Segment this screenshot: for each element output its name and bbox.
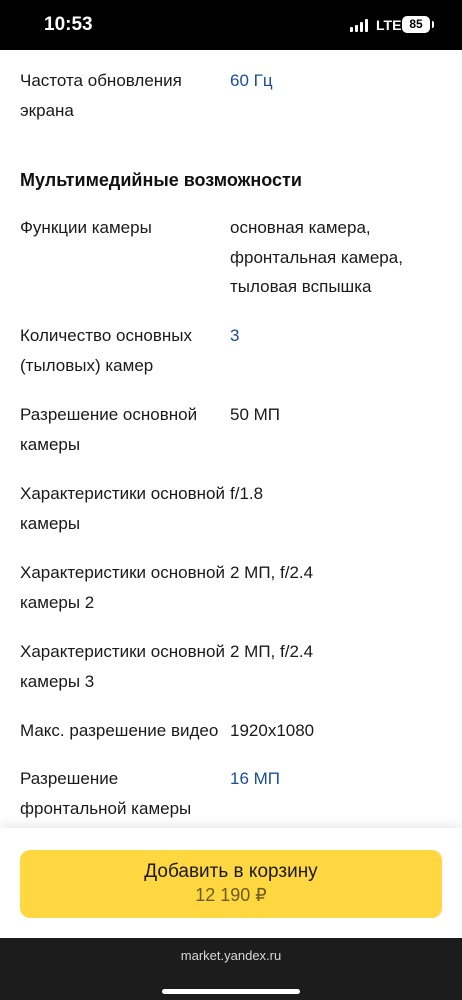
- spec-value: 2 МП, f/2.4: [230, 563, 314, 582]
- url-text[interactable]: market.yandex.ru: [180, 948, 282, 963]
- spec-value: 1920x1080: [230, 721, 315, 740]
- spec-name: Частота обновления экрана: [20, 71, 182, 120]
- cart-panel: [0, 828, 462, 938]
- spec-name: Разрешение основной камеры: [20, 405, 198, 454]
- status-time: 10:53: [44, 14, 93, 35]
- spec-value: f/1.8: [230, 484, 264, 503]
- battery-icon: 85: [402, 16, 430, 33]
- add-to-cart-button[interactable]: [20, 850, 442, 918]
- spec-name: Макс. разрешение видео: [20, 721, 219, 740]
- spec-name: Количество основных (тыловых) камер: [20, 326, 192, 375]
- spec-name: Характеристики основной камеры 2: [20, 563, 225, 612]
- browser-url-bar[interactable]: [0, 938, 462, 1000]
- spec-value: основная камера, фронтальная камера, тыловая вспышка: [230, 218, 403, 296]
- spec-value-link[interactable]: 16 МП: [230, 769, 281, 788]
- network-type-label: LTE: [376, 17, 402, 33]
- spec-value-link[interactable]: 3: [230, 326, 240, 345]
- spec-name: Разрешение фронтальной камеры: [20, 769, 192, 818]
- section-title: Мультимедийные возможности: [20, 170, 302, 190]
- spec-value: 2 МП, f/2.4: [230, 642, 314, 661]
- product-specs-content[interactable]: [0, 50, 462, 828]
- spec-name: Функции камеры: [20, 218, 152, 237]
- spec-value: 50 МП: [230, 405, 281, 424]
- status-bar: [0, 0, 462, 50]
- spec-value-link[interactable]: 60 Гц: [230, 71, 273, 90]
- add-to-cart-label: Добавить в корзину: [144, 861, 318, 882]
- home-indicator[interactable]: [162, 989, 300, 994]
- spec-name: Характеристики основной камеры 3: [20, 642, 225, 691]
- spec-name: Характеристики основной камеры: [20, 484, 225, 533]
- product-price: 12 190 ₽: [195, 885, 267, 905]
- cellular-signal-icon: [350, 19, 370, 32]
